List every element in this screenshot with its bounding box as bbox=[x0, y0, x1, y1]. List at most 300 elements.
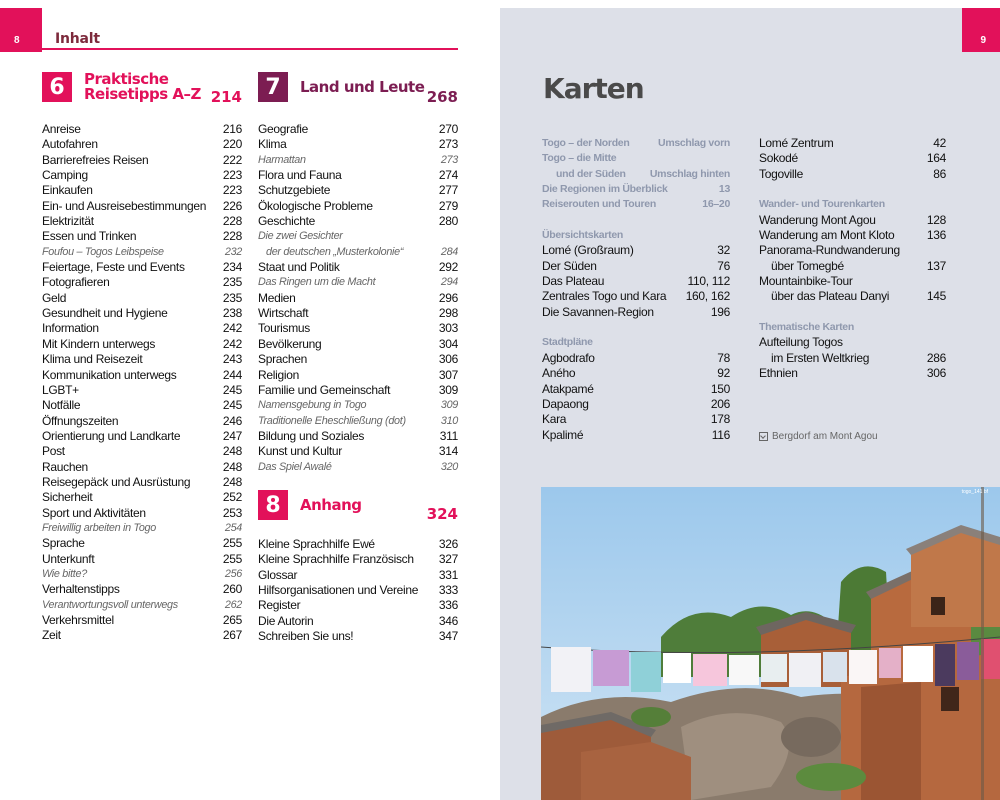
toc-entry bbox=[258, 337, 458, 352]
map-entry bbox=[759, 151, 946, 166]
toc-entry bbox=[42, 183, 242, 198]
map-entry-page: 116 bbox=[711, 427, 730, 442]
toc-entry-label: Sicherheit bbox=[42, 490, 93, 505]
photo-credit: togo_141 bf bbox=[961, 489, 988, 495]
toc-entry-page: 320 bbox=[440, 460, 458, 473]
toc-entry-page: 347 bbox=[438, 629, 458, 644]
toc-entry-page: 267 bbox=[222, 628, 242, 643]
toc-entry bbox=[42, 613, 242, 628]
map-entry bbox=[759, 351, 946, 366]
map-entry bbox=[759, 243, 946, 258]
toc-entry-page: 248 bbox=[222, 474, 242, 489]
map-entry-page: 86 bbox=[933, 166, 946, 181]
map-entry-label: Zentrales Togo und Kara bbox=[542, 289, 667, 304]
toc-entry-page: 310 bbox=[440, 414, 458, 427]
map-entry-label: Aného bbox=[542, 366, 576, 381]
toc-entry-label: Ein- und Ausreisebestimmungen bbox=[42, 198, 207, 213]
toc-entry-page: 242 bbox=[222, 336, 242, 351]
toc-entry-label: Sport und Aktivitäten bbox=[42, 505, 146, 520]
toc-entry-page: 336 bbox=[438, 598, 458, 613]
toc-entry-page: 223 bbox=[222, 168, 242, 183]
toc-entry-page: 346 bbox=[438, 613, 458, 628]
toc-entry-label: Wie bitte? bbox=[42, 567, 87, 580]
toc-entry-label: Klima und Reisezeit bbox=[42, 352, 143, 367]
toc-entry-label: Verhaltenstipps bbox=[42, 582, 120, 597]
toc-entry bbox=[258, 568, 458, 583]
toc-entry-label: Das Ringen um die Macht bbox=[258, 276, 376, 289]
toc-entry-label: Glossar bbox=[258, 567, 298, 582]
toc-entry bbox=[42, 352, 242, 367]
toc-entry bbox=[42, 598, 242, 613]
map-entry bbox=[542, 305, 730, 320]
toc-entry-page: 252 bbox=[222, 490, 242, 505]
map-entry bbox=[759, 136, 946, 151]
toc-entry bbox=[42, 260, 242, 275]
map-entry bbox=[542, 167, 730, 182]
photo-caption-text: Bergdorf am Mont Agou bbox=[772, 431, 878, 442]
toc-entry-label: Bevölkerung bbox=[258, 336, 322, 351]
toc-entry-label: Geografie bbox=[258, 122, 308, 136]
village-photo bbox=[541, 487, 1000, 800]
section-6-toc bbox=[42, 122, 242, 644]
map-entry-label: Dapaong bbox=[542, 396, 589, 411]
map-entry bbox=[542, 397, 730, 412]
toc-entry-page: 226 bbox=[222, 198, 242, 213]
toc-entry-label: Freiwillig arbeiten in Togo bbox=[42, 521, 156, 534]
toc-entry-page: 277 bbox=[438, 183, 458, 198]
map-entry-page: 92 bbox=[717, 366, 730, 381]
toc-entry-label: Anreise bbox=[42, 122, 81, 136]
photo-caption-icon bbox=[759, 432, 768, 441]
map-entry-label: Wander- und Tourenkarten bbox=[759, 198, 885, 211]
toc-entry-label: Das Spiel Awalé bbox=[258, 460, 332, 473]
toc-entry bbox=[42, 429, 242, 444]
map-entry bbox=[542, 412, 730, 427]
toc-entry-label: Namensgebung in Togo bbox=[258, 399, 367, 412]
section-6-title-line1: Praktische bbox=[84, 70, 169, 88]
section-8-page: 324 bbox=[426, 505, 458, 523]
map-category-heading bbox=[542, 228, 730, 243]
toc-entry bbox=[258, 398, 458, 413]
toc-entry-label: Kunst und Kultur bbox=[258, 444, 342, 459]
toc-entry-page: 307 bbox=[438, 367, 458, 382]
toc-entry-page: 327 bbox=[438, 552, 458, 567]
toc-entry-page: 255 bbox=[222, 551, 242, 566]
toc-entry-label: Essen und Trinken bbox=[42, 229, 137, 244]
toc-entry-label: Harmattan bbox=[258, 153, 306, 166]
toc-entry-page: 309 bbox=[440, 399, 458, 412]
village-photo-illustration bbox=[541, 487, 1000, 800]
toc-entry-page: 243 bbox=[222, 352, 242, 367]
toc-entry-label: Staat und Politik bbox=[258, 260, 340, 275]
map-category-heading bbox=[759, 320, 946, 335]
map-entry-page: 136 bbox=[926, 228, 946, 243]
map-entry-page: 178 bbox=[710, 412, 730, 427]
map-entry-page: 160, 162 bbox=[685, 289, 730, 304]
section-6-title bbox=[84, 72, 201, 102]
toc-entry bbox=[258, 199, 458, 214]
toc-entry-label: Kleine Sprachhilfe Französisch bbox=[258, 552, 414, 567]
toc-entry-page: 246 bbox=[222, 413, 242, 428]
map-entry bbox=[759, 228, 946, 243]
map-entry bbox=[542, 366, 730, 381]
map-entry-label: Aufteilung Togos bbox=[759, 335, 843, 350]
toc-entry-page: 333 bbox=[438, 583, 458, 598]
toc-entry-page: 244 bbox=[222, 367, 242, 382]
map-entry-label: Atakpamé bbox=[542, 381, 594, 396]
toc-entry-label: Verantwortungsvoll unterwegs bbox=[42, 598, 178, 611]
toc-entry-page: 304 bbox=[438, 336, 458, 351]
toc-entry-label: Unterkunft bbox=[42, 551, 95, 566]
toc-entry-label: Rauchen bbox=[42, 459, 88, 474]
toc-entry bbox=[42, 475, 242, 490]
toc-entry bbox=[258, 614, 458, 629]
toc-entry-page: 292 bbox=[438, 260, 458, 275]
toc-entry-label: Wirtschaft bbox=[258, 306, 309, 321]
map-entry-page: 78 bbox=[717, 350, 730, 365]
toc-entry-label: der deutschen „Musterkolonie“ bbox=[266, 245, 404, 258]
map-entry-label: Die Regionen im Überblick bbox=[542, 183, 668, 196]
map-entry bbox=[542, 151, 730, 166]
list-spacer bbox=[542, 320, 730, 335]
toc-entry-label: Einkaufen bbox=[42, 183, 93, 198]
toc-entry-label: Autofahren bbox=[42, 137, 98, 152]
toc-entry bbox=[258, 537, 458, 552]
toc-entry-label: Notfälle bbox=[42, 398, 81, 413]
map-entry-page: 286 bbox=[926, 350, 946, 365]
toc-entry-page: 273 bbox=[440, 153, 458, 166]
toc-entry bbox=[258, 214, 458, 229]
toc-entry-page: 245 bbox=[222, 398, 242, 413]
map-entry-label: Wanderung am Mont Kloto bbox=[759, 228, 895, 243]
map-entry-page: 32 bbox=[717, 243, 730, 258]
toc-entry-page: 296 bbox=[438, 290, 458, 305]
map-entry-label: Das Plateau bbox=[542, 274, 605, 289]
map-entry-label: Ethnien bbox=[759, 366, 798, 381]
toc-entry bbox=[258, 137, 458, 152]
map-entry-page: 110, 112 bbox=[687, 274, 730, 289]
toc-entry bbox=[258, 444, 458, 459]
toc-entry-label: Klima bbox=[258, 137, 287, 152]
toc-entry-label: Foufou – Togos Leibspeise bbox=[42, 245, 164, 258]
map-entry-page: 137 bbox=[926, 258, 946, 273]
toc-entry bbox=[258, 153, 458, 168]
toc-entry bbox=[42, 460, 242, 475]
map-category-heading bbox=[759, 197, 946, 212]
map-entry-label: Lomé Zentrum bbox=[759, 136, 834, 150]
toc-entry-label: Geschichte bbox=[258, 214, 316, 229]
toc-entry-label: Gesundheit und Hygiene bbox=[42, 306, 168, 321]
list-spacer bbox=[759, 182, 946, 197]
toc-entry bbox=[258, 429, 458, 444]
toc-entry-page: 294 bbox=[440, 276, 458, 289]
toc-entry-label: Öffnungszeiten bbox=[42, 413, 119, 428]
toc-entry-label: Bildung und Soziales bbox=[258, 428, 365, 443]
page-header-title: Inhalt bbox=[55, 31, 100, 47]
map-entry bbox=[759, 259, 946, 274]
toc-entry bbox=[258, 383, 458, 398]
toc-entry-label: LGBT+ bbox=[42, 382, 79, 397]
toc-entry-page: 273 bbox=[438, 137, 458, 152]
toc-entry-label: Fotografieren bbox=[42, 275, 110, 290]
toc-entry bbox=[258, 168, 458, 183]
toc-entry-label: Mit Kindern unterwegs bbox=[42, 336, 156, 351]
toc-entry bbox=[258, 275, 458, 290]
toc-entry-page: 326 bbox=[438, 537, 458, 551]
toc-entry bbox=[258, 291, 458, 306]
map-entry-label: über das Plateau Danyi bbox=[771, 289, 890, 304]
toc-entry bbox=[258, 368, 458, 383]
toc-entry-label: Sprachen bbox=[258, 352, 307, 367]
toc-entry-page: 331 bbox=[438, 567, 458, 582]
map-entry-label: Stadtpläne bbox=[542, 336, 593, 349]
photo-caption bbox=[759, 431, 878, 442]
map-entry bbox=[759, 289, 946, 304]
section-6-number: 6 bbox=[42, 72, 72, 102]
toc-entry bbox=[42, 153, 242, 168]
toc-entry bbox=[42, 275, 242, 290]
map-entry-label: Lomé (Großraum) bbox=[542, 243, 634, 258]
toc-entry bbox=[42, 168, 242, 183]
map-entry bbox=[542, 243, 730, 258]
section-6-title-line2: Reisetipps A–Z bbox=[84, 85, 201, 103]
section-8-title: Anhang bbox=[300, 495, 362, 514]
map-entry bbox=[759, 167, 946, 182]
toc-entry-page: 223 bbox=[222, 183, 242, 198]
toc-entry-page: 248 bbox=[222, 444, 242, 459]
toc-entry bbox=[258, 122, 458, 137]
toc-entry-label: Flora und Fauna bbox=[258, 168, 342, 183]
map-entry-label: und der Süden bbox=[556, 167, 626, 180]
toc-entry bbox=[258, 460, 458, 475]
toc-entry bbox=[42, 398, 242, 413]
toc-entry-page: 265 bbox=[222, 613, 242, 627]
toc-entry-page: 248 bbox=[222, 459, 242, 474]
map-entry-page: 13 bbox=[718, 183, 730, 196]
map-entry bbox=[542, 289, 730, 304]
toc-entry-label: Die Autorin bbox=[258, 613, 314, 628]
map-entry-page: 164 bbox=[926, 151, 946, 166]
map-entry-page: 150 bbox=[710, 381, 730, 396]
map-entry bbox=[542, 197, 730, 212]
toc-entry bbox=[42, 137, 242, 152]
map-entry-label: Thematische Karten bbox=[759, 321, 854, 334]
section-7-title: Land und Leute bbox=[300, 77, 425, 96]
map-entry bbox=[542, 274, 730, 289]
toc-entry bbox=[258, 260, 458, 275]
toc-entry-page: 220 bbox=[222, 137, 242, 152]
toc-entry-label: Die zwei Gesichter bbox=[258, 230, 343, 243]
page-number-tab-left bbox=[0, 8, 42, 52]
toc-entry bbox=[258, 352, 458, 367]
map-entry-page: 196 bbox=[710, 304, 730, 319]
toc-entry bbox=[258, 583, 458, 598]
right-page bbox=[500, 8, 1000, 800]
map-entry-label: Togo – der Norden bbox=[542, 137, 630, 149]
toc-entry bbox=[42, 214, 242, 229]
map-entry-label: Der Süden bbox=[542, 258, 597, 273]
map-entry-label: Die Savannen-Region bbox=[542, 304, 654, 319]
map-entry-label: Sokodé bbox=[759, 151, 798, 166]
map-entry-label: Kara bbox=[542, 412, 567, 427]
map-entry-page: 76 bbox=[717, 258, 730, 273]
toc-entry-label: Religion bbox=[258, 367, 299, 382]
toc-entry-page: 260 bbox=[222, 582, 242, 597]
toc-entry bbox=[42, 383, 242, 398]
toc-entry bbox=[258, 306, 458, 321]
map-entry bbox=[759, 274, 946, 289]
map-entry-label: Panorama-Rundwanderung bbox=[759, 243, 900, 258]
toc-entry-page: 306 bbox=[438, 352, 458, 367]
map-entry bbox=[542, 382, 730, 397]
toc-entry-label: Feiertage, Feste und Events bbox=[42, 260, 185, 275]
section-7-page: 268 bbox=[426, 88, 458, 106]
toc-entry-label: Register bbox=[258, 598, 301, 613]
map-entry-label: Togoville bbox=[759, 166, 803, 181]
section-6-header bbox=[42, 72, 201, 102]
toc-entry bbox=[258, 629, 458, 644]
toc-entry bbox=[42, 536, 242, 551]
toc-entry-label: Tourismus bbox=[258, 321, 310, 336]
toc-entry bbox=[258, 229, 458, 244]
map-entry-label: über Tomegbé bbox=[771, 258, 844, 273]
toc-entry bbox=[42, 490, 242, 505]
map-entry-label: Wanderung Mont Agou bbox=[759, 212, 876, 227]
toc-entry bbox=[42, 245, 242, 260]
header-rule bbox=[42, 48, 458, 50]
map-entry bbox=[759, 213, 946, 228]
toc-entry bbox=[42, 368, 242, 383]
toc-entry-page: 232 bbox=[224, 245, 242, 258]
toc-entry-label: Kommunikation unterwegs bbox=[42, 367, 177, 382]
toc-entry bbox=[42, 291, 242, 306]
map-entry-label: Reiserouten und Touren bbox=[542, 198, 656, 211]
toc-entry bbox=[258, 245, 458, 260]
toc-entry-page: 274 bbox=[438, 168, 458, 183]
toc-entry bbox=[42, 414, 242, 429]
toc-entry-page: 270 bbox=[438, 122, 458, 136]
map-entry-page: 306 bbox=[926, 366, 946, 381]
toc-entry bbox=[258, 598, 458, 613]
toc-entry-page: 255 bbox=[222, 536, 242, 551]
toc-entry bbox=[42, 628, 242, 643]
toc-entry bbox=[258, 552, 458, 567]
toc-entry-label: Sprache bbox=[42, 536, 85, 551]
toc-entry-page: 284 bbox=[440, 245, 458, 258]
toc-entry-label: Schutzgebiete bbox=[258, 183, 331, 198]
map-entry-page: Umschlag vorn bbox=[658, 137, 730, 149]
toc-entry bbox=[42, 506, 242, 521]
toc-entry-page: 262 bbox=[224, 598, 242, 611]
map-entry bbox=[542, 351, 730, 366]
map-entry-page: Umschlag hinten bbox=[649, 167, 730, 180]
toc-entry-page: 245 bbox=[222, 382, 242, 397]
maps-title: Karten bbox=[543, 72, 644, 105]
toc-entry-page: 235 bbox=[222, 290, 242, 305]
toc-entry bbox=[42, 122, 242, 137]
map-entry-page: 16–20 bbox=[702, 198, 730, 211]
toc-entry-label: Familie und Gemeinschaft bbox=[258, 382, 391, 397]
section-8-toc bbox=[258, 537, 458, 644]
toc-entry-page: 314 bbox=[438, 444, 458, 459]
toc-entry bbox=[42, 337, 242, 352]
toc-entry-label: Kleine Sprachhilfe Ewé bbox=[258, 537, 375, 551]
toc-entry-label: Traditionelle Eheschließung (dot) bbox=[258, 414, 406, 427]
map-entry-page: 145 bbox=[926, 289, 946, 304]
toc-entry-page: 256 bbox=[224, 567, 242, 580]
page-number: 9 bbox=[980, 35, 986, 46]
toc-entry-label: Elektrizität bbox=[42, 214, 94, 229]
list-spacer bbox=[542, 213, 730, 228]
toc-entry bbox=[258, 321, 458, 336]
toc-entry-label: Geld bbox=[42, 290, 67, 305]
list-spacer bbox=[759, 305, 946, 320]
toc-entry-page: 216 bbox=[222, 122, 242, 136]
section-8-number: 8 bbox=[258, 490, 288, 520]
map-category-heading bbox=[542, 335, 730, 350]
maps-list-col2 bbox=[759, 136, 946, 382]
toc-entry bbox=[42, 567, 242, 582]
toc-entry bbox=[42, 199, 242, 214]
toc-entry-page: 303 bbox=[438, 321, 458, 336]
toc-entry-label: Hilfsorganisationen und Vereine bbox=[258, 583, 419, 598]
toc-entry-page: 253 bbox=[222, 505, 242, 520]
toc-entry-page: 279 bbox=[438, 198, 458, 213]
map-entry bbox=[759, 366, 946, 381]
toc-entry-page: 309 bbox=[438, 382, 458, 397]
toc-entry-label: Orientierung und Landkarte bbox=[42, 428, 181, 443]
toc-entry-page: 254 bbox=[224, 521, 242, 534]
section-7-number: 7 bbox=[258, 72, 288, 102]
toc-entry-label: Post bbox=[42, 444, 65, 459]
toc-entry-label: Verkehrsmittel bbox=[42, 613, 114, 627]
map-entry bbox=[542, 136, 730, 151]
toc-entry bbox=[42, 552, 242, 567]
toc-entry-page: 222 bbox=[222, 152, 242, 167]
toc-entry-label: Information bbox=[42, 321, 99, 336]
map-entry-page: 206 bbox=[710, 396, 730, 411]
toc-entry-page: 238 bbox=[222, 306, 242, 321]
map-entry-label: Togo – die Mitte bbox=[542, 152, 617, 165]
toc-entry-label: Zeit bbox=[42, 628, 61, 643]
map-entry bbox=[542, 428, 730, 443]
toc-entry-page: 228 bbox=[222, 214, 242, 229]
toc-entry-page: 247 bbox=[222, 428, 242, 443]
toc-entry-label: Camping bbox=[42, 168, 88, 183]
toc-entry-label: Reisegepäck und Ausrüstung bbox=[42, 474, 191, 489]
map-entry-label: Übersichtskarten bbox=[542, 229, 623, 242]
toc-entry bbox=[42, 321, 242, 336]
page-number: 8 bbox=[14, 35, 20, 46]
toc-entry bbox=[258, 414, 458, 429]
toc-entry-label: Schreiben Sie uns! bbox=[258, 629, 354, 644]
toc-entry-page: 242 bbox=[222, 321, 242, 336]
map-entry-page: 128 bbox=[926, 212, 946, 227]
map-entry-label: Agbodrafo bbox=[542, 350, 595, 365]
toc-entry bbox=[42, 444, 242, 459]
map-entry-label: Mountainbike-Tour bbox=[759, 274, 853, 289]
maps-list-col1 bbox=[542, 136, 730, 443]
toc-entry-page: 234 bbox=[222, 260, 242, 275]
section-8-header bbox=[258, 490, 362, 520]
toc-entry bbox=[42, 521, 242, 536]
page-number-tab-right bbox=[962, 8, 1000, 52]
toc-entry-page: 298 bbox=[438, 306, 458, 321]
toc-entry bbox=[258, 183, 458, 198]
toc-entry-page: 235 bbox=[222, 275, 242, 290]
map-entry bbox=[542, 259, 730, 274]
toc-entry bbox=[42, 306, 242, 321]
